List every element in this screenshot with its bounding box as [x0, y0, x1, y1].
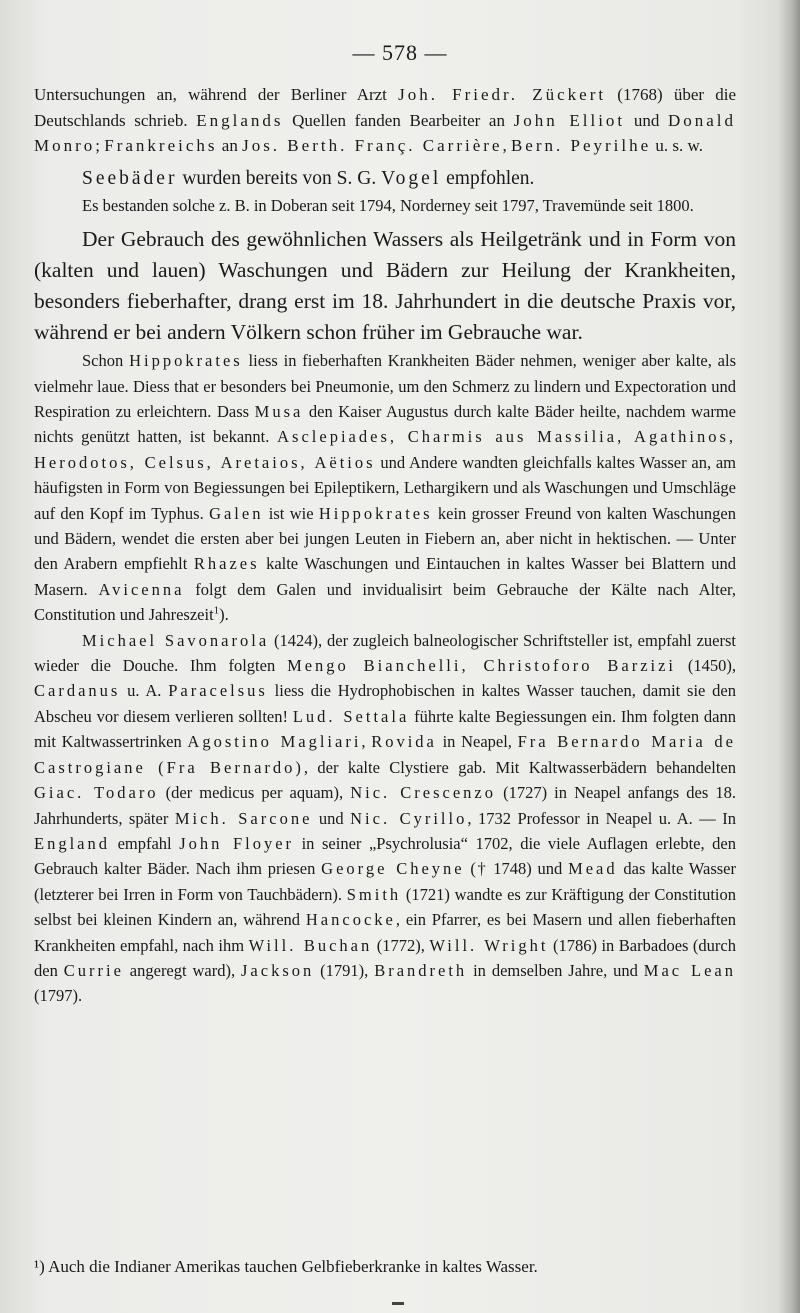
person-name: Hippokrates — [318, 503, 433, 523]
person-name: Brandreth — [374, 960, 468, 980]
text-run: wurden bereits von S. G. — [177, 167, 382, 189]
text-run: , — [502, 136, 511, 156]
person-name: Fra Bernardo Maria de Castrogiane (Fra Bernardo) — [34, 732, 737, 777]
person-name: Michael Savonarola — [82, 630, 270, 650]
text-run: empfohlen. — [441, 167, 535, 189]
text-run: († 1748) und — [464, 859, 569, 879]
paragraph-es-bestanden: Es bestanden solche z. B. in Doberan seit 1794, Norderney seit 1797, Travemünde seit 1800. — [82, 195, 694, 215]
person-name: Will. Buchan — [248, 935, 373, 955]
text-run: u. s. w. — [651, 136, 703, 156]
text-run: (1786) in Barbadoes (durch den — [34, 935, 736, 980]
text-run: in Neapel, — [436, 732, 518, 752]
text-run: , — [361, 732, 372, 752]
person-name: Jackson — [241, 960, 315, 980]
text-run: führte kalte Begiessungen ein. Ihm folgten dann mit Kaltwassertrinken — [34, 706, 736, 752]
person-name: Mead — [568, 859, 618, 879]
country-name: England — [34, 833, 110, 853]
term: Seebäder — [82, 167, 178, 189]
country-name: Frankreichs — [104, 136, 218, 156]
paragraph-seebaeder — [34, 165, 736, 193]
person-name: Rovida — [371, 732, 437, 752]
text-run: Quellen fanden Bearbeiter an — [283, 110, 514, 130]
footnote-text: Auch die Indianer Amerikas tauchen Gelbfieberkranke in kaltes Wasser. — [44, 1257, 538, 1276]
person-name: Lud. Settala — [292, 706, 410, 726]
text-run: und — [625, 110, 668, 130]
text-run: in demselben Jahre, und — [467, 960, 644, 980]
text-run: an — [217, 136, 243, 156]
text-run: empfahl — [110, 833, 180, 853]
bottom-dash-mark — [392, 1302, 404, 1305]
text-run: liess die Hydrophobischen in kaltes Wasser tauchen, damit sie den Abscheu vor diesem verlieren sollten! — [34, 681, 736, 726]
person-name: George Cheyne — [321, 859, 465, 879]
text-run: angeregt ward), — [123, 960, 242, 980]
text-run: , ein Pfarrer, es bei Masern und allen fieberhaften Krankheiten empfahl, nach ihm — [34, 910, 736, 955]
person-name: Smith — [346, 884, 402, 904]
person-name: Nic. Cyrillo — [350, 808, 468, 828]
text-run: ; — [95, 136, 105, 156]
person-name: Cardanus — [34, 681, 121, 701]
text-run: (1424), der zugleich balneologischer Schriftsteller ist, empfahl zuerst wieder die Douche. Ihm folgten — [34, 630, 736, 676]
person-name: John Floyer — [179, 833, 295, 853]
person-name: Donald Monro — [34, 110, 737, 156]
person-name: Nic. Crescenzo — [350, 783, 496, 803]
text-run: folgt dem Galen und invidualisirt beim Gebrauche der Kälte nach Alter, Constitution und Jahreszeit — [34, 579, 737, 625]
person-names: Mengo Bianchelli, Christoforo Barzizi — [287, 656, 677, 676]
book-spine-shadow — [778, 0, 800, 1313]
paragraph-intro — [34, 82, 736, 159]
person-name: Mich. Sarcone — [174, 808, 313, 828]
text-run: (1727) in Neapel anfangs des 18. Jahrhunderts, später — [34, 783, 737, 828]
text-run: (1768) über die Deutschlands schrieb. — [34, 85, 736, 130]
text-run: und — [312, 808, 351, 828]
text-run: , 1732 Professor in Neapel u. A. — In — [467, 808, 737, 828]
person-name: Agostino Magliari — [187, 732, 362, 752]
text-run: Untersuchungen an, während der Berliner Arzt — [34, 85, 399, 104]
person-name: Paracelsus — [168, 681, 268, 701]
page-number: — 578 — — [352, 40, 448, 65]
text-run: (der medicus per aquam), — [158, 783, 351, 803]
paragraph-savonarola — [34, 628, 736, 1009]
person-name: Musa — [254, 402, 304, 421]
page-body — [34, 82, 736, 1009]
person-name: Giac. Todaro — [34, 783, 159, 803]
text-run: in seiner „Psychrolusia“ 1702, die viele Auflagen erlebte, den Gebrauch kalter Bäder. Nach ihm priesen — [34, 833, 737, 879]
person-name: Joh. Friedr. Zückert — [398, 85, 607, 104]
text-run: und Andere wandten gleichfalls kaltes Wasser an, am häufigsten in Form von Begiessungen bei Epileptikern, Lethargikern und als Waschungen und Umschläge auf den Kopf im Typhus. — [34, 452, 736, 523]
text-run: (1772), — [372, 935, 430, 955]
footnote — [34, 1255, 736, 1279]
footnote-mark: ¹) — [34, 1257, 45, 1276]
text-run: kein grosser Freund von kalten Waschungen und Bädern, wendet die ersten aber bei jungen Leuten in Fiebern an, aber nicht in hektischen. — Unter den Arabern empfiehlt — [34, 503, 737, 574]
person-names: Asclepiades, Charmis aus Massilia, Agathinos, Herodotos, Celsus, Aretaios, Aëtios — [34, 427, 736, 472]
text-run: ist wie — [263, 503, 319, 523]
text-run: (1721) wandte es zur Kräftigung der Constitution selbst bei kleinen Kindern an, während — [34, 884, 737, 930]
text-run: u. A. — [120, 681, 169, 701]
person-name: Mac Lean — [643, 960, 736, 980]
text-run: liess in fieberhaften Krankheiten Bäder nehmen, weniger aber kalte, als vielmehr laue. Diess that er besonders bei Pneumonie, um den Schmerz zu lindern und Expectoration und Respiration zu erleichtern. Dass — [34, 351, 736, 421]
person-name: Vogel — [381, 167, 442, 189]
text-run: den Kaiser Augustus durch kalte Bäder heilte, nachdem warme nichts genützt hatten, ist bekannt. — [34, 402, 736, 447]
text-run: (1797). — [34, 986, 83, 1006]
person-name: Avicenna — [98, 579, 185, 599]
person-name: Jos. Berth. Franç. Carrière — [242, 136, 503, 156]
text-run: kalte Waschungen und Eintauchen in kaltes Wasser bei Blattern und Masern. — [34, 554, 736, 599]
text-run: (1450), — [676, 656, 736, 676]
text-run: ). — [219, 605, 229, 625]
person-name: John Elliot — [513, 110, 626, 130]
person-name: Will. Wright — [429, 935, 549, 955]
text-run: , der kalte Clystiere gab. Mit Kaltwasserbädern behandelten — [303, 757, 737, 777]
paragraph-hippokrates — [34, 348, 736, 627]
person-name: Currie — [63, 960, 124, 980]
person-name: Hippokrates — [129, 351, 243, 371]
person-name: Hancocke — [305, 910, 396, 930]
text-run: (1791), — [314, 960, 375, 980]
person-name: Bern. Peyrilhe — [510, 136, 652, 156]
footnote-reference: 1 — [213, 604, 220, 617]
country-name: Englands — [196, 110, 284, 130]
text-run: Schon — [82, 351, 130, 371]
text-run: das kalte Wasser (letzterer bei Irren in Form von Tauchbädern). — [34, 859, 736, 904]
person-name: Rhazes — [193, 554, 260, 574]
person-name: Galen — [209, 503, 264, 523]
paragraph-gebrauch: Der Gebrauch des gewöhnlichen Wassers als Heilgetränk und in Form von (kalten und lauen) Waschungen und Bädern zur Heilung der Krankheiten, besonders fieberhafter, drang erst im 18. Jahrhundert in die deutsche Praxis vor, während er bei andern Völkern schon früher im Gebrauche war. — [34, 227, 736, 345]
